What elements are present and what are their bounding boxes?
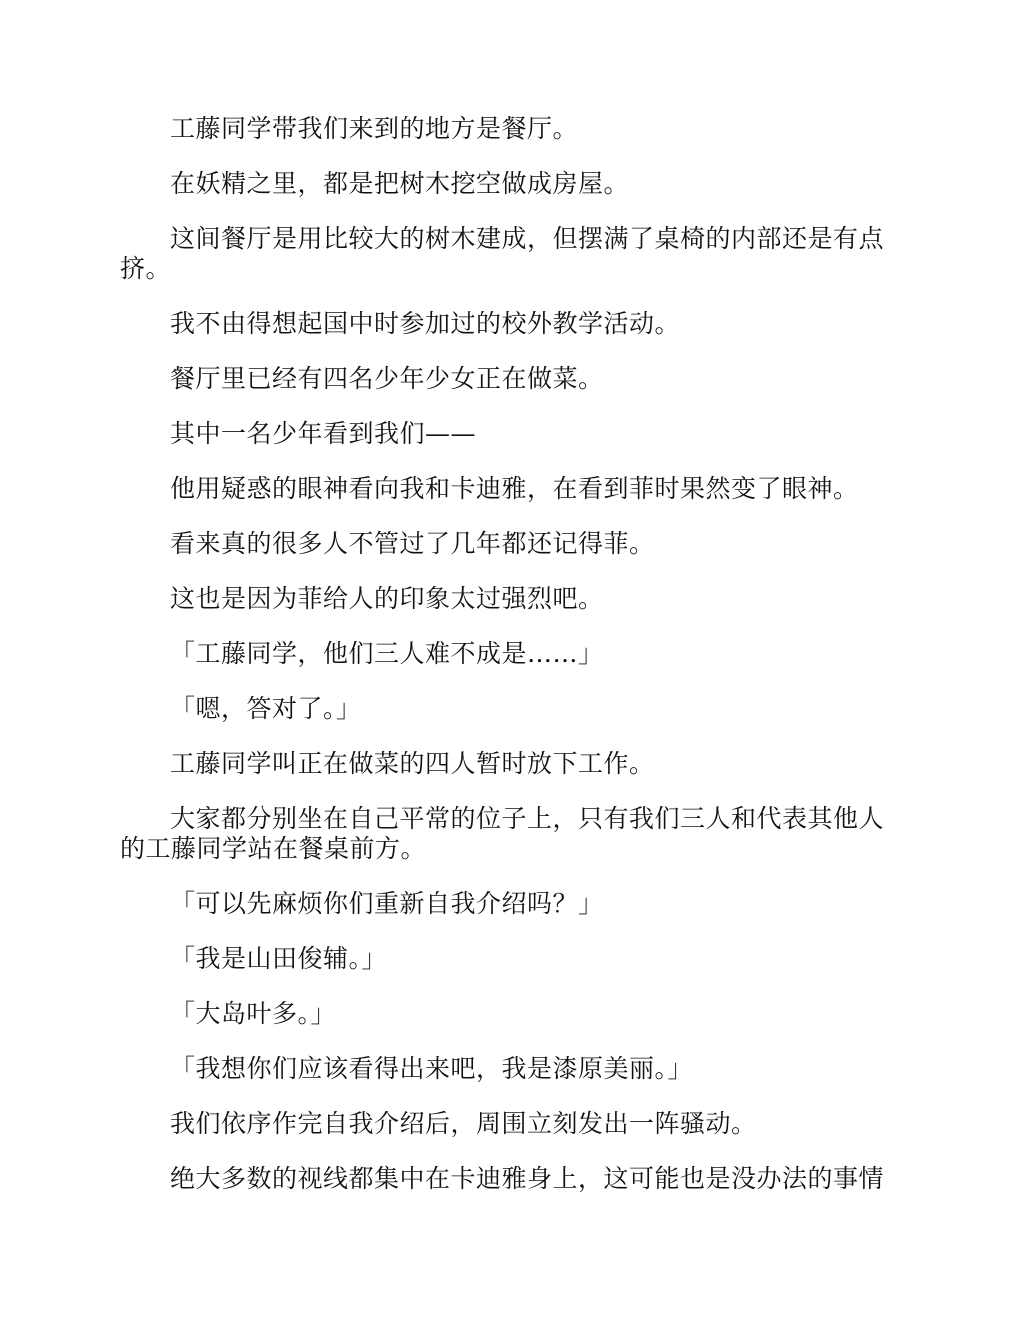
paragraph: 「嗯，答对了。」 [170,694,362,723]
paragraph: 餐厅里已经有四名少年少女正在做菜。 [170,364,604,393]
paragraph: 我们依序作完自我介绍后，周围立刻发出一阵骚动。 [170,1109,757,1138]
paragraph: 大家都分别坐在自己平常的位子上，只有我们三人和代表其他人的工藤同学站在餐桌前方。 [120,804,885,863]
paragraph: 他用疑惑的眼神看向我和卡迪雅，在看到菲时果然变了眼神。 [170,474,859,503]
paragraph: 「可以先麻烦你们重新自我介绍吗？」 [170,889,604,918]
paragraph: 这也是因为菲给人的印象太过强烈吧。 [170,584,604,613]
paragraph: 看来真的很多人不管过了几年都还记得菲。 [170,529,655,558]
paragraph: 「大岛叶多。」 [170,999,337,1028]
paragraph: 工藤同学带我们来到的地方是餐厅。 [170,114,579,143]
paragraph: 「我想你们应该看得出来吧，我是漆原美丽。」 [170,1054,694,1083]
paragraph: 绝大多数的视线都集中在卡迪雅身上，这可能也是没办法的事情 [170,1164,885,1193]
paragraph: 「工藤同学，他们三人难不成是……」 [170,639,604,668]
body-text [120,114,900,1219]
paragraph: 在妖精之里，都是把树木挖空做成房屋。 [170,169,630,198]
paragraph: 其中一名少年看到我们—— [170,419,477,448]
paragraph: 工藤同学叫正在做菜的四人暂时放下工作。 [170,749,655,778]
paragraph: 我不由得想起国中时参加过的校外教学活动。 [170,309,681,338]
paragraph: 这间餐厅是用比较大的树木建成，但摆满了桌椅的内部还是有点挤。 [120,224,885,283]
paragraph: 「我是山田俊辅。」 [170,944,388,973]
